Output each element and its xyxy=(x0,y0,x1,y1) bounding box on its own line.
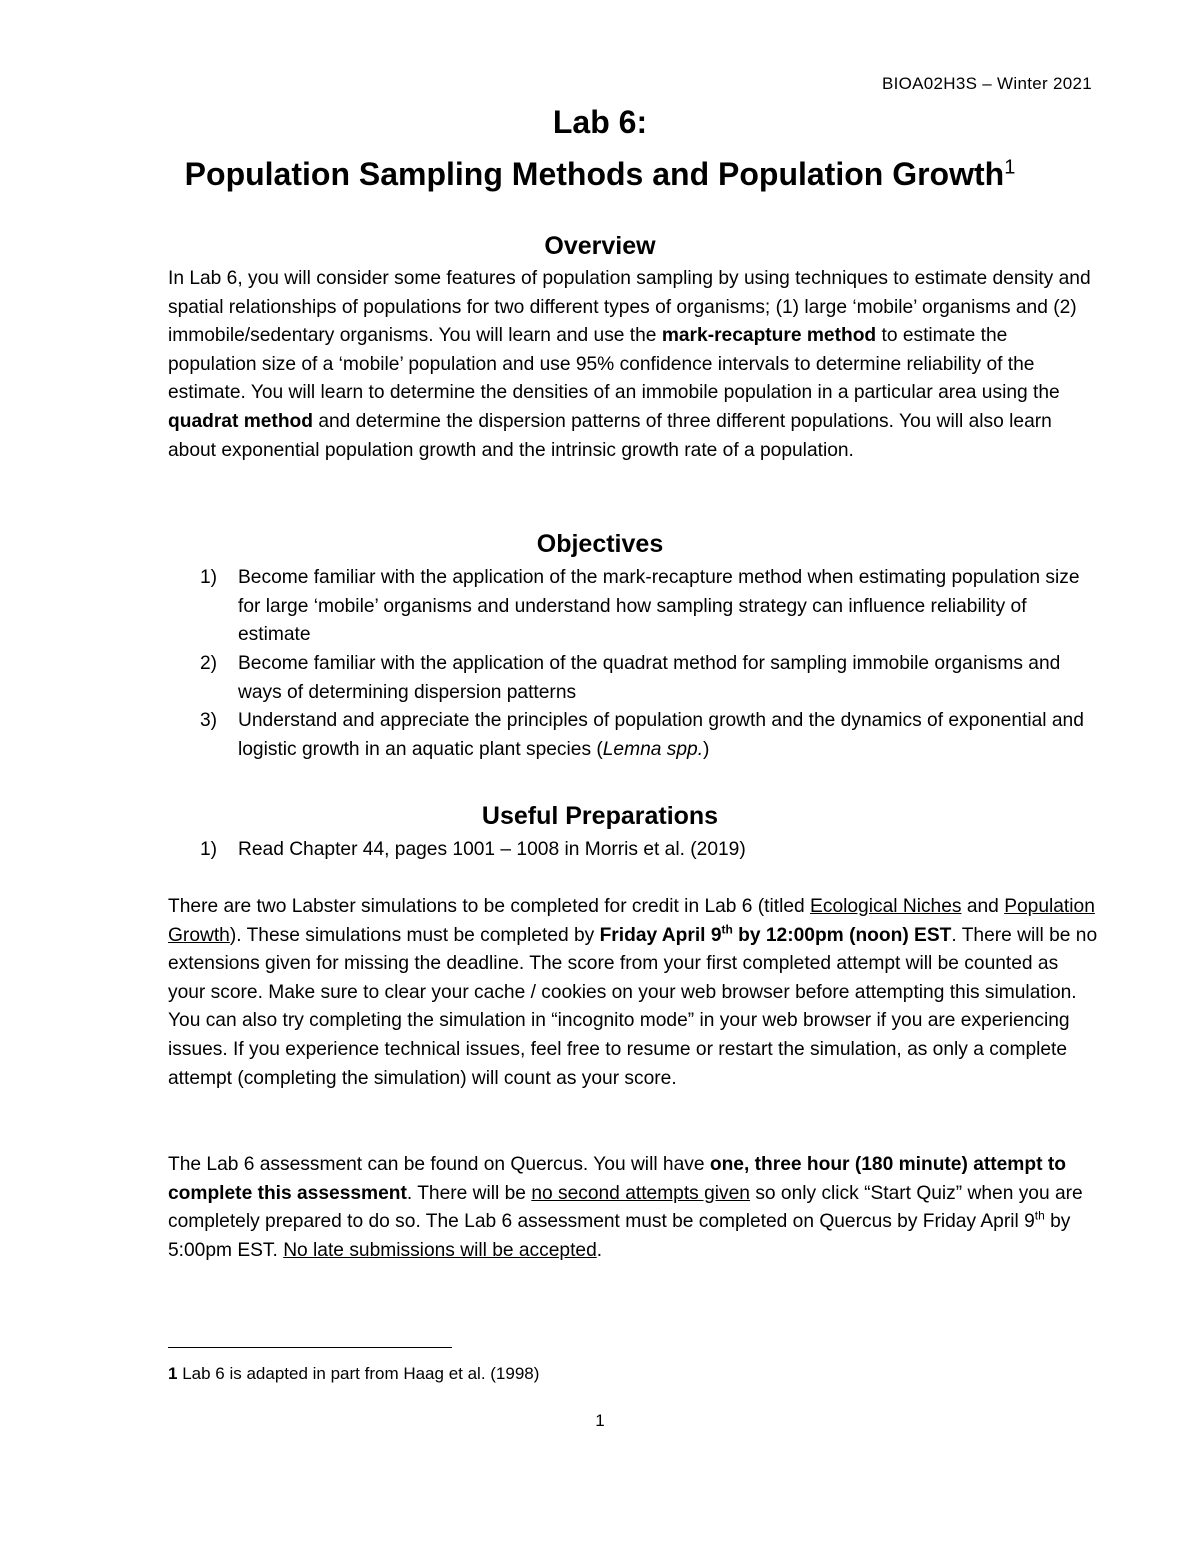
preparation-text: Read Chapter 44, pages 1001 – 1008 in Morris et al. (2019) xyxy=(238,839,746,860)
deadline-date: Friday April 9 xyxy=(599,924,722,946)
objective-number: 3) xyxy=(200,710,218,731)
no-late-submissions: No late submissions will be accepted xyxy=(283,1239,597,1261)
overview-text-3: and determine the dispersion patterns of three different populations. You will also learn about exponential population growth and the intrinsic growth rate of a population. xyxy=(168,410,1052,461)
objective-text: Become familiar with the application of the mark-recapture method when estimating population size for large ‘mobile’ organisms and understand how sampling strategy can influence reliability of estimate xyxy=(238,567,1080,646)
footnote xyxy=(168,1364,539,1384)
objective-number: 1) xyxy=(200,567,218,588)
objective-text xyxy=(238,707,1098,764)
lab-subtitle-text: Population Sampling Methods and Population Growth xyxy=(184,156,1005,192)
mark-recapture-term: mark-recapture method xyxy=(661,325,877,347)
assessment-text: by 5:00pm EST. xyxy=(168,1211,1071,1261)
page-number: 1 xyxy=(595,1411,605,1430)
no-second-attempts: no second attempts given xyxy=(531,1182,750,1204)
assessment-text: . xyxy=(596,1239,603,1261)
footnote-mark: 1 xyxy=(168,1364,178,1383)
labster-text: ). These simulations must be completed by xyxy=(229,924,600,946)
footnote-divider xyxy=(168,1347,452,1348)
footnote-text: Lab 6 is adapted in part from Haag et al. (1998) xyxy=(177,1364,540,1383)
ordinal-suffix: th xyxy=(1034,1208,1045,1223)
assessment-paragraph xyxy=(168,1151,1098,1265)
lab-title: Lab 6: xyxy=(552,104,648,140)
labster-text: . There will be no extensions given for missing the deadline. The score from your first completed attempt will be counted as your score. Make sure to clear your cache / cookies on your web browser before attempting this simulation. You can also try completing the simulation in “incognito mode” in your web browser if you are experiencing issues. If you experience technical issues, feel free to resume or restart the simulation, as only a complete attempt (completing the simulation) will count as your score. xyxy=(168,924,1098,1089)
overview-paragraph xyxy=(168,265,1098,465)
title-footnote-mark: 1 xyxy=(1004,156,1016,179)
assessment-text: so only click “Start Quiz” when you are completely prepared to do so. The Lab 6 assessment must be completed on Quercus by Friday April 9 xyxy=(168,1182,1083,1233)
assessment-text: . There will be xyxy=(406,1182,532,1204)
deadline-time: by 12:00pm (noon) EST xyxy=(732,924,952,946)
assessment-text: The Lab 6 assessment can be found on Quercus. You will have xyxy=(168,1154,710,1175)
quadrat-term: quadrat method xyxy=(168,410,313,432)
objectives-heading: Objectives xyxy=(536,530,664,558)
objective-text-part: ) xyxy=(703,738,710,760)
labster-text: There are two Labster simulations to be completed for credit in Lab 6 (titled xyxy=(168,896,811,917)
objective-text-part: Understand and appreciate the principles of population growth and the dynamics of exponential and logistic growth in an aquatic plant species ( xyxy=(238,710,1084,760)
ecological-niches-title: Ecological Niches xyxy=(810,896,962,917)
course-header: BIOA02H3S – Winter 2021 xyxy=(881,74,1092,93)
population-growth-title: Population Growth xyxy=(168,896,1095,946)
preparations-heading: Useful Preparations xyxy=(481,802,719,830)
overview-heading: Overview xyxy=(544,232,656,260)
labster-deadline xyxy=(599,922,952,946)
ordinal-suffix: th xyxy=(721,922,733,937)
overview-text-1: In Lab 6, you will consider some features of population sampling by using techniques to estimate density and spatial relationships of populations for two different types of organisms; (1) large ‘mobile’ organisms and (2) immobile/sedentary organisms. You will learn and use the xyxy=(168,268,1091,347)
lab-subtitle xyxy=(0,156,1200,193)
labster-paragraph xyxy=(168,893,1098,1093)
overview-text-2: to estimate the population size of a ‘mobile’ population and use 95% confidence intervals to determine reliability of the estimate. You will learn to determine the densities of an immobile population in a particular area using the xyxy=(168,325,1060,404)
attempt-details: one, three hour (180 minute) attempt to complete this assessment xyxy=(168,1154,1066,1204)
species-name: Lemna spp. xyxy=(602,738,704,760)
objective-text: Become familiar with the application of the quadrat method for sampling immobile organisms and ways of determining dispersion patterns xyxy=(238,653,1061,703)
labster-text: and xyxy=(961,896,1005,917)
objective-number: 2) xyxy=(200,653,218,674)
preparation-number: 1) xyxy=(200,839,218,860)
